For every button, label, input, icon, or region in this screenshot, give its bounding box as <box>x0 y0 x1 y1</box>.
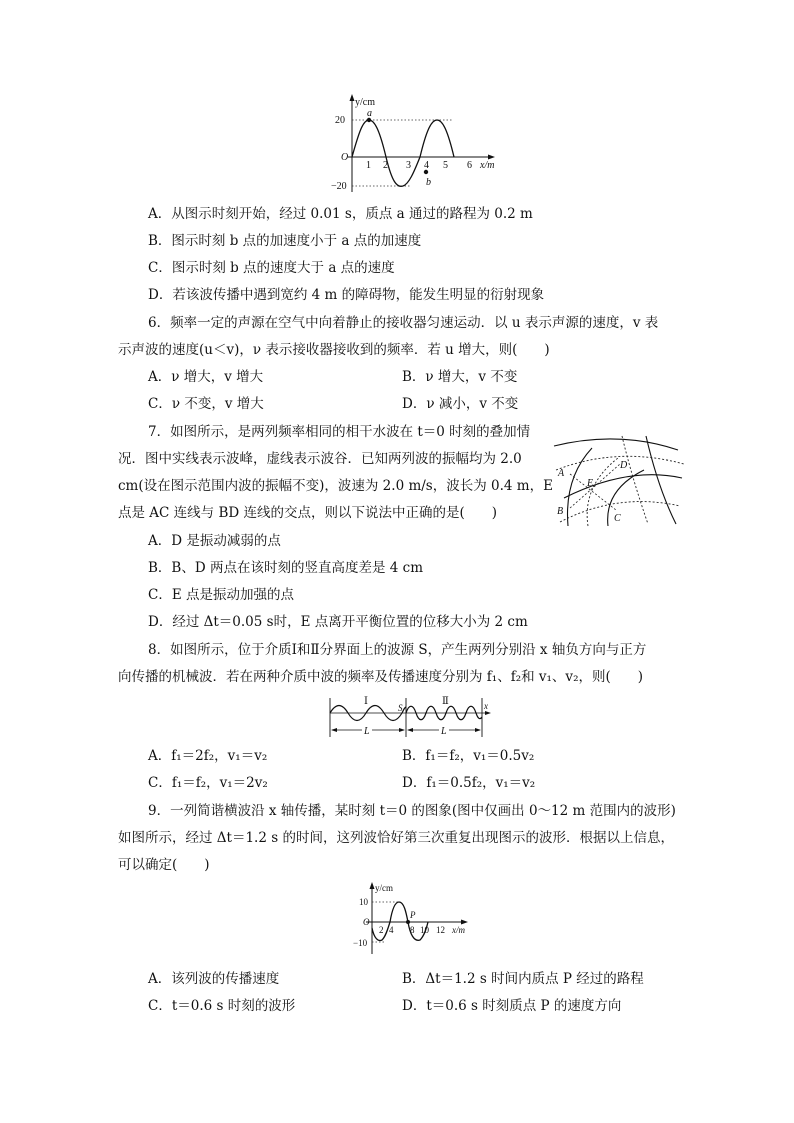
q7-stem-line3: cm(设在图示范围内波的振幅不变)，波速为 2.0 m/s，波长为 0.4 m，E <box>118 478 553 494</box>
q7-stem-line4: 点是 AC 连线与 BD 连线的交点，则以下说法中正确的是( ) <box>118 505 498 521</box>
q9-option-d: D．t＝0.6 s 时刻质点 P 的速度方向 <box>402 998 622 1014</box>
q6-stem-line2: 示声波的速度(u＜v)，ν 表示接收器接收到的频率．若 u 增大，则( ) <box>118 342 550 358</box>
fig9-x-axis-label: x/m <box>452 925 465 935</box>
origin-label: O <box>341 152 349 163</box>
q5-option-c: C．图示时刻 b 点的速度大于 a 点的速度 <box>148 260 395 276</box>
fig9-x-tick-2: 2 <box>379 925 384 935</box>
q8-option-b: B．f₁＝f₂，v₁＝0.5v₂ <box>402 748 535 764</box>
fig9-x-tick-10: 10 <box>420 925 429 935</box>
fig9-x-tick-8: 8 <box>410 925 415 935</box>
q8-option-c: C．f₁＝f₂，v₁＝2v₂ <box>148 775 268 791</box>
wave-graph-figure-1 <box>330 92 500 196</box>
point-a-label: a <box>367 108 372 119</box>
q9-option-b: B．Δt＝1.2 s 时间内质点 P 经过的路程 <box>402 971 644 987</box>
x-tick-1: 1 <box>366 160 371 171</box>
q7-stem-line1: 7．如图所示，是两列频率相同的相干水波在 t＝0 时刻的叠加情 <box>148 424 531 440</box>
fig9-x-tick-12: 12 <box>436 925 445 935</box>
fig9-y-tick-10: 10 <box>359 897 368 907</box>
point-b-label: b <box>426 177 431 188</box>
q9-stem-line1: 9．一列简谐横波沿 x 轴传播，某时刻 t＝0 的图象(图中仅画出 0～12 m 范围内的波形) <box>148 803 676 819</box>
fig7-label-e: E <box>587 478 594 489</box>
q7-stem-line2: 况．图中实线表示波峰，虚线表示波谷．已知两列波的振幅均为 2.0 <box>118 451 522 467</box>
fig9-origin-label: O <box>363 917 370 927</box>
q9-stem-line3: 可以确定( ) <box>118 857 210 873</box>
y-axis-label: y/cm <box>355 97 375 108</box>
q5-option-a: A．从图示时刻开始，经过 0.01 s，质点 a 通过的路程为 0.2 m <box>148 206 533 222</box>
fig8-source-s: S <box>398 703 403 713</box>
q9-stem-line2: 如图所示，经过 Δt＝1.2 s 的时间，这列波恰好第三次重复出现图示的波形．根据以上信息， <box>118 830 674 846</box>
q6-option-a: A．ν 增大，v 增大 <box>148 369 264 385</box>
fig9-x-tick-4: 4 <box>389 925 394 935</box>
x-tick-3: 3 <box>406 160 411 171</box>
q7-option-a: A．D 是振动减弱的点 <box>148 533 281 549</box>
q8-stem-line2: 向传播的机械波．若在两种介质中波的频率及传播速度分别为 f₁、f₂和 v₁、v₂，则( ) <box>118 669 644 685</box>
fig9-point-p-label: P <box>410 910 416 920</box>
fig8-medium-i: Ⅰ <box>364 696 368 707</box>
fig7-label-d: D <box>620 460 628 471</box>
y-tick-neg20: −20 <box>331 181 347 192</box>
q9-option-a: A．该列波的传播速度 <box>148 971 280 987</box>
fig8-length-l1: L <box>364 726 370 737</box>
fig8-medium-ii: Ⅱ <box>442 696 449 707</box>
q6-option-d: D．ν 减小，v 不变 <box>402 396 519 412</box>
x-tick-4: 4 <box>424 160 429 171</box>
fig8-x-label: x <box>484 701 488 711</box>
q5-option-d: D．若该波传播中遇到宽约 4 m 的障碍物，能发生明显的衍射现象 <box>148 287 545 303</box>
wave-graph-figure-9 <box>344 880 474 958</box>
fig7-label-c: C <box>614 513 621 524</box>
q6-stem-line1: 6．频率一定的声源在空气中向着静止的接收器匀速运动．以 u 表示声源的速度，v 表 <box>148 315 659 331</box>
q9-option-c: C．t＝0.6 s 时刻的波形 <box>148 998 296 1014</box>
x-tick-5: 5 <box>443 160 448 171</box>
q7-option-c: C．E 点是振动加强的点 <box>148 587 294 603</box>
fig8-length-l2: L <box>441 726 447 737</box>
q5-option-b: B．图示时刻 b 点的加速度小于 a 点的加速度 <box>148 233 422 249</box>
fig9-y-axis-label: y/cm <box>375 883 393 893</box>
fig9-y-tick-neg10: −10 <box>353 938 368 948</box>
q7-option-d: D．经过 Δt＝0.05 s时，E 点离开平衡位置的位移大小为 2 cm <box>148 614 528 630</box>
x-axis-label: x/m <box>480 160 495 171</box>
q6-option-b: B．ν 增大，v 不变 <box>402 369 518 385</box>
q8-stem-line1: 8．如图所示，位于介质Ⅰ和Ⅱ分界面上的波源 S，产生两列分别沿 x 轴负方向与正方 <box>148 642 647 658</box>
q8-option-d: D．f₁＝0.5f₂，v₁＝v₂ <box>402 775 536 791</box>
fig7-label-a: A <box>558 468 565 479</box>
x-tick-6: 6 <box>467 160 472 171</box>
x-tick-2: 2 <box>383 160 388 171</box>
fig7-label-b: B <box>557 506 564 517</box>
point-p-marker <box>406 920 410 924</box>
interference-figure <box>548 428 688 528</box>
q8-option-a: A．f₁＝2f₂，v₁＝v₂ <box>148 748 268 764</box>
q6-option-c: C．ν 不变，v 增大 <box>148 396 264 412</box>
q7-option-b: B．B、D 两点在该时刻的竖直高度差是 4 cm <box>148 560 423 576</box>
y-tick-20: 20 <box>335 115 345 126</box>
two-media-wave-figure <box>326 693 496 741</box>
